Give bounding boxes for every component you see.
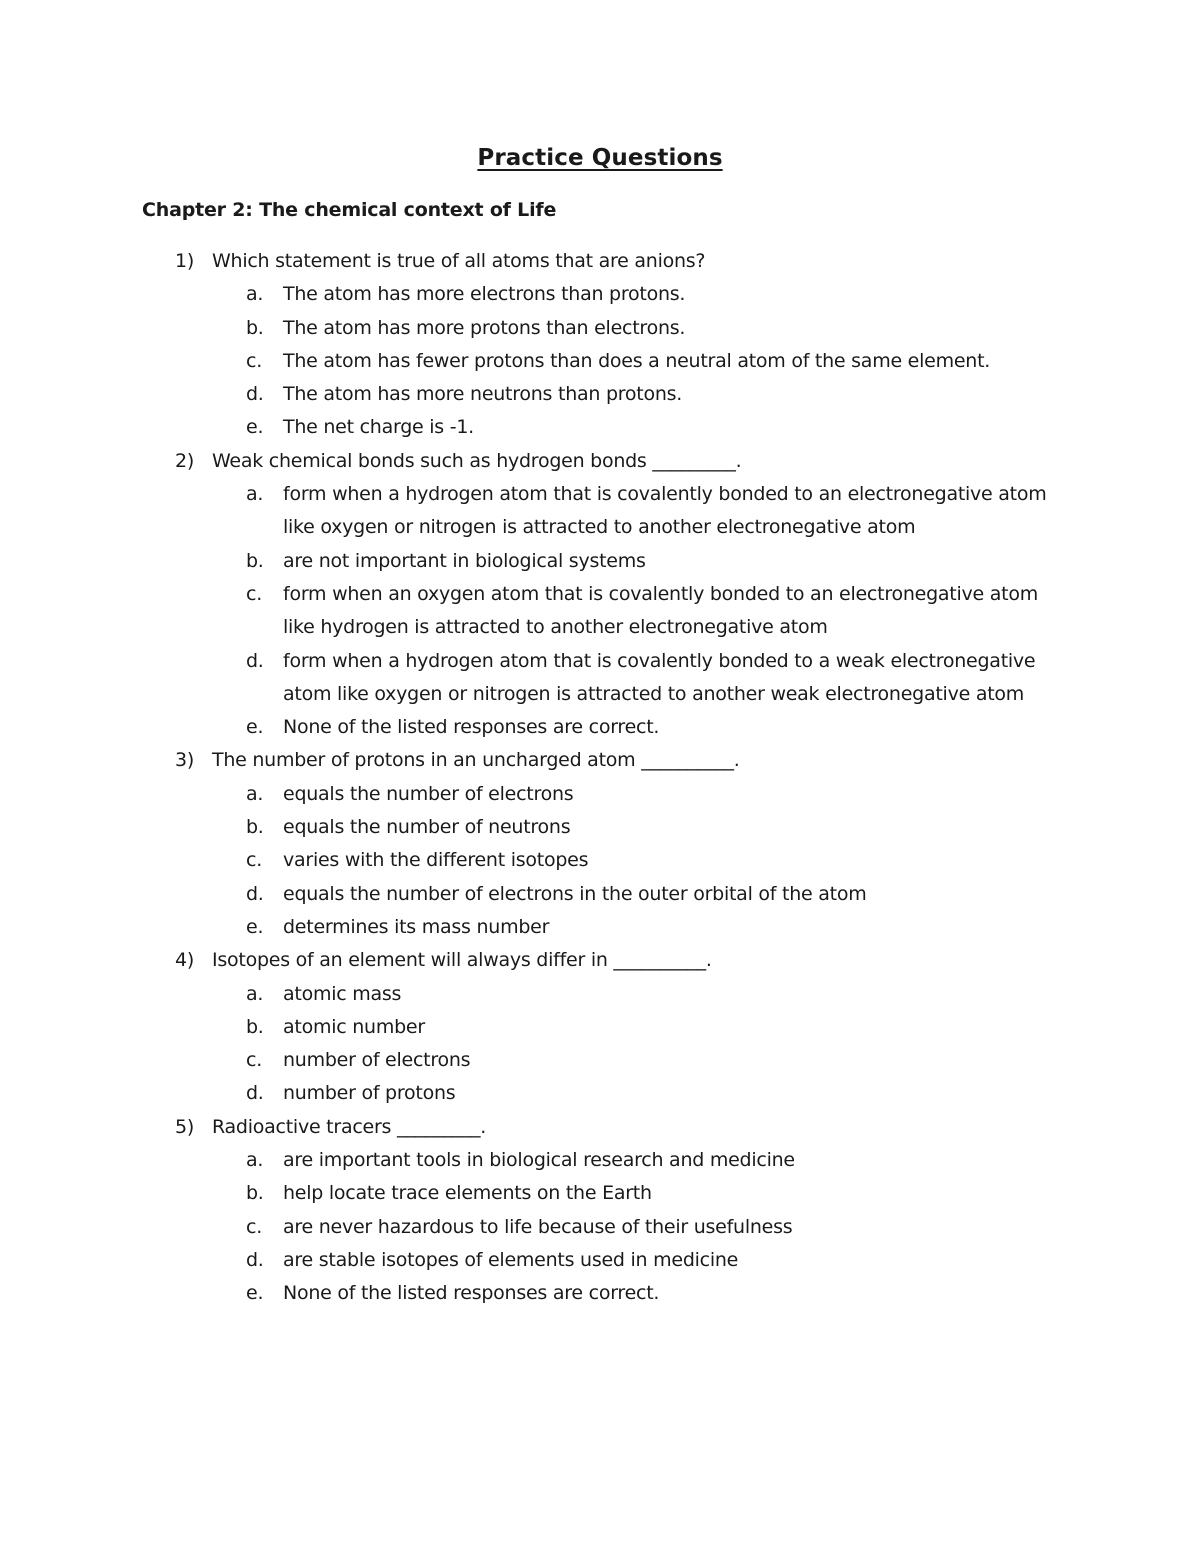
question-4 bbox=[0, 944, 1072, 977]
option-text: help locate trace elements on the Earth bbox=[283, 1182, 652, 1205]
option-letter: b. bbox=[246, 1015, 264, 1038]
answer-option bbox=[0, 978, 1063, 1011]
option-text: number of protons bbox=[283, 1082, 456, 1105]
option-letter: a. bbox=[246, 982, 264, 1005]
option-letter: d. bbox=[246, 1248, 264, 1271]
option-text: are never hazardous to life because of their usefulness bbox=[283, 1215, 793, 1238]
question-text: Isotopes of an element will always differ in __________. bbox=[212, 949, 712, 972]
option-text: atomic number bbox=[283, 1015, 425, 1038]
option-letter: d. bbox=[246, 882, 264, 905]
option-letter: d. bbox=[246, 1082, 264, 1105]
answer-option bbox=[0, 911, 1063, 944]
answer-option bbox=[0, 478, 1063, 545]
option-letter: a. bbox=[246, 283, 264, 306]
answer-option bbox=[0, 711, 1063, 744]
option-letter: c. bbox=[246, 849, 262, 872]
question-number: 3) bbox=[175, 749, 195, 772]
answer-option bbox=[0, 1177, 1063, 1210]
option-text: number of electrons bbox=[283, 1049, 471, 1072]
question-text: Which statement is true of all atoms that are anions? bbox=[212, 250, 706, 272]
option-text: The atom has fewer protons than does a neutral atom of the same element. bbox=[283, 349, 991, 372]
answer-option bbox=[0, 1277, 1063, 1310]
question-number: 5) bbox=[175, 1115, 195, 1138]
option-letter: a. bbox=[246, 1149, 264, 1172]
question-5 bbox=[0, 1111, 1072, 1144]
answer-option bbox=[0, 378, 1063, 411]
answer-option bbox=[0, 645, 1063, 712]
option-letter: a. bbox=[246, 483, 264, 506]
option-text: form when a hydrogen atom that is covalently bonded to a weak electronegative atom like oxygen or nitrogen is attracted to another weak electronegative atom bbox=[283, 649, 1036, 705]
answer-option bbox=[0, 278, 1063, 311]
question-list bbox=[0, 245, 1200, 1311]
option-text: equals the number of electrons in the outer orbital of the atom bbox=[283, 882, 867, 905]
option-letter: b. bbox=[246, 549, 264, 572]
answer-option bbox=[0, 1077, 1063, 1110]
option-letter: e. bbox=[246, 1282, 264, 1305]
answer-option bbox=[0, 411, 1063, 444]
option-letter: b. bbox=[246, 1182, 264, 1205]
question-number: 4) bbox=[175, 949, 195, 972]
option-letter: a. bbox=[246, 782, 264, 805]
answer-option bbox=[0, 1211, 1063, 1244]
answer-option bbox=[0, 1244, 1063, 1277]
answer-option bbox=[0, 345, 1063, 378]
option-text: atomic mass bbox=[283, 982, 402, 1005]
question-2 bbox=[0, 445, 1072, 478]
option-letter: d. bbox=[246, 649, 264, 672]
option-text: equals the number of electrons bbox=[283, 782, 574, 805]
option-text: The net charge is -1. bbox=[283, 416, 474, 439]
option-text: are not important in biological systems bbox=[283, 549, 646, 572]
option-text: form when a hydrogen atom that is covalently bonded to an electronegative atom like oxygen or nitrogen is attracted to another electronegative atom bbox=[283, 483, 1047, 539]
option-letter: c. bbox=[246, 349, 262, 372]
answer-option bbox=[0, 844, 1063, 877]
question-3 bbox=[0, 744, 1072, 777]
option-text: The atom has more protons than electrons. bbox=[283, 316, 686, 339]
answer-option bbox=[0, 312, 1063, 345]
option-text: are important tools in biological research and medicine bbox=[283, 1149, 795, 1172]
option-text: varies with the different isotopes bbox=[283, 849, 589, 872]
option-letter: e. bbox=[246, 915, 264, 938]
answer-option bbox=[0, 878, 1063, 911]
option-letter: b. bbox=[246, 316, 264, 339]
option-letter: e. bbox=[246, 416, 264, 439]
option-letter: c. bbox=[246, 1049, 262, 1072]
option-letter: e. bbox=[246, 716, 264, 739]
option-letter: d. bbox=[246, 383, 264, 406]
answer-option bbox=[0, 578, 1063, 645]
answer-option bbox=[0, 1144, 1063, 1177]
option-letter: c. bbox=[246, 1215, 262, 1238]
answer-option bbox=[0, 545, 1063, 578]
question-number: 1) bbox=[175, 250, 195, 272]
question-1 bbox=[0, 245, 1072, 278]
question-text: The number of protons in an uncharged atom __________. bbox=[212, 749, 740, 772]
page-title: Practice Questions bbox=[477, 145, 723, 171]
chapter-heading: Chapter 2: The chemical context of Life bbox=[142, 199, 557, 221]
option-text: The atom has more electrons than protons. bbox=[283, 283, 686, 306]
option-text: None of the listed responses are correct. bbox=[283, 716, 660, 739]
question-text: Radioactive tracers _________. bbox=[212, 1115, 487, 1138]
answer-option bbox=[0, 1044, 1063, 1077]
option-text: are stable isotopes of elements used in medicine bbox=[283, 1248, 739, 1271]
question-number: 2) bbox=[175, 449, 195, 472]
option-text: determines its mass number bbox=[283, 915, 550, 938]
option-text: The atom has more neutrons than protons. bbox=[283, 383, 683, 406]
answer-option bbox=[0, 778, 1063, 811]
option-letter: b. bbox=[246, 816, 264, 839]
option-letter: c. bbox=[246, 582, 262, 605]
answer-option bbox=[0, 1011, 1063, 1044]
answer-option bbox=[0, 811, 1063, 844]
option-text: equals the number of neutrons bbox=[283, 816, 571, 839]
option-text: form when an oxygen atom that is covalently bonded to an electronegative atom like hydrogen is attracted to another electronegative atom bbox=[283, 582, 1038, 639]
question-text: Weak chemical bonds such as hydrogen bonds _________. bbox=[212, 449, 742, 472]
option-text: None of the listed responses are correct. bbox=[283, 1282, 660, 1305]
